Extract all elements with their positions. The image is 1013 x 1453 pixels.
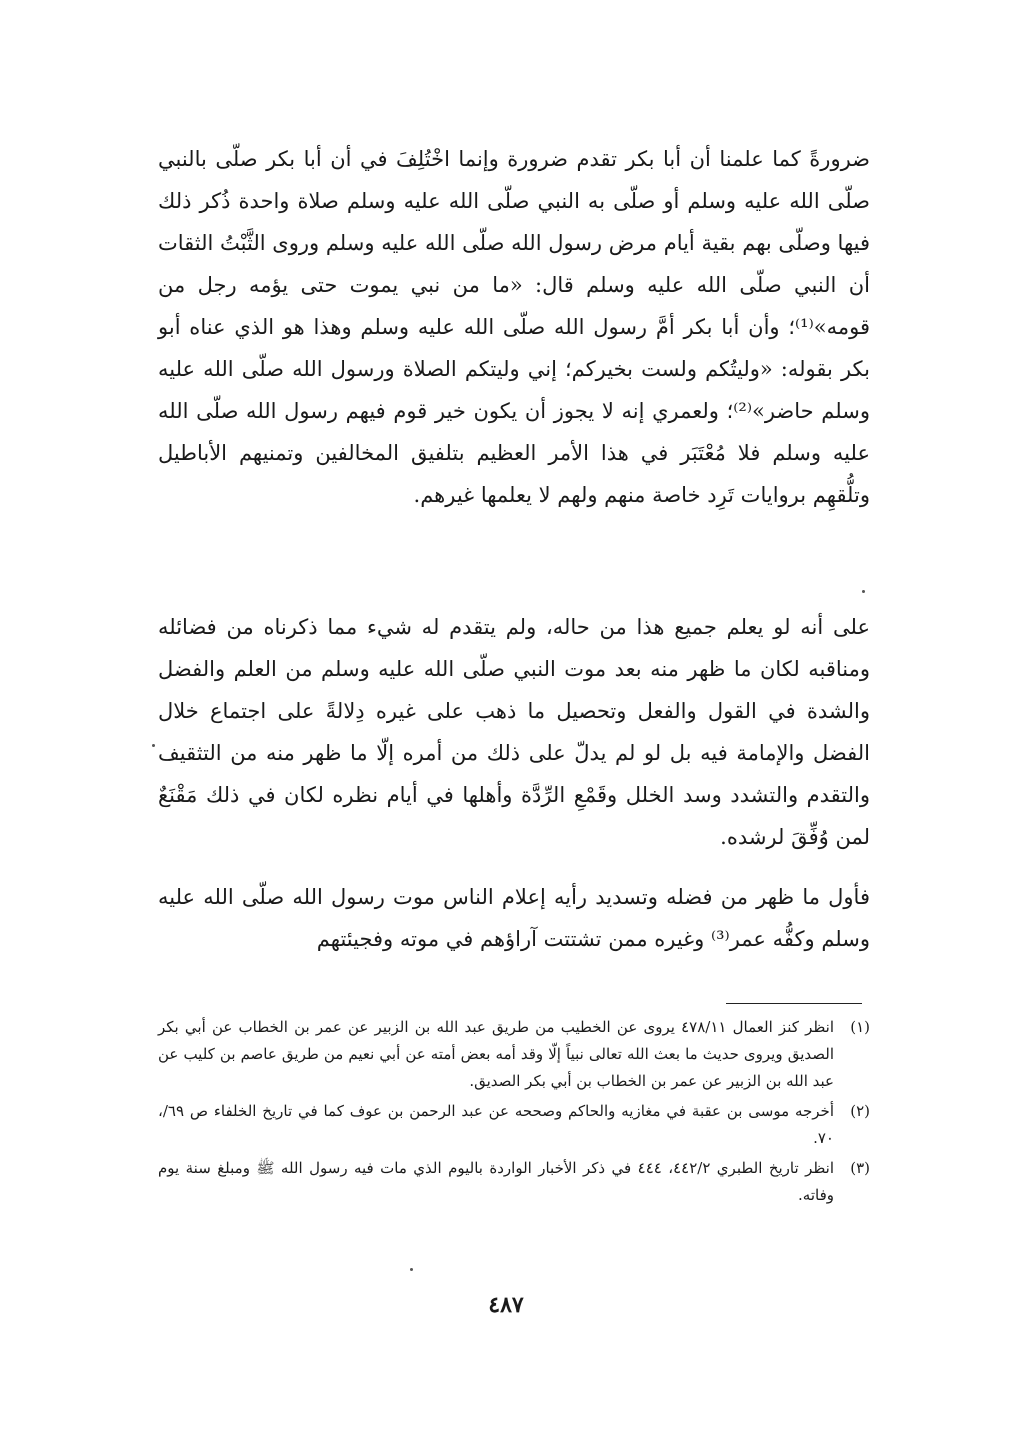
footnote-text: أخرجه موسى بن عقبة في مغازيه والحاكم وصححه عن عبد الرحمن بن عوف كما في تاريخ الخلفاء ص ٦٩/، ٧٠. [158,1102,834,1147]
body-paragraph-1 [158,138,870,516]
footnote-separator [726,1003,862,1004]
paragraph-text: فأول ما ظهر من فضله وتسديد رأيه إعلام الناس موت رسول الله صلّى الله عليه وسلم وكفُّه عمر⁽³⁾ وغيره ممن تشتتت آراؤهم في موته وفجيئتهم [158,885,870,951]
paragraph-text: على أنه لو يعلم جميع هذا من حاله، ولم يتقدم له شيء مما ذكرناه من فضائله ومناقبه لكان ما ظهر منه بعد موت النبي صلّى الله عليه وسلم من العلم والفضل والشدة في القول والفعل وتحصيل ما ذهب على غيره دِلالةً على اجتماع خلال الفضل والإمامة فيه بل لو لم يدلّ على ذلك من أمره إلّا ما ظهر منه من التثقيف والتقدم والتشدد وسد الخلل وقَمْعِ الرِّدَّة وأهلها في أيام نظره لكان في ذلك مَقْنَعٌ لمن وُفِّقَ لرشده. [158,615,870,849]
body-paragraph-2 [158,606,870,858]
footnote-text: انظر كنز العمال ٤٧٨/١١ يروى عن الخطيب من طريق عبد الله بن الزبير عن عمر بن الخطاب عن أبي بكر الصديق ويروى حديث ما بعث الله تعالى نبياً إلّا وقد أمه بعض أمته عن أبي نعيم من طريق عاصم بن كليب عن عبد الله بن الزبير عن عمر بن الخطاب بن أبي بكر الصديق. [158,1018,834,1090]
scan-speck [152,744,155,747]
footnote-number: (٢) [850,1102,870,1120]
footnote-2 [158,1098,870,1152]
body-paragraph-3 [158,876,870,960]
scan-speck [862,590,865,593]
scan-speck [410,1268,413,1271]
paragraph-text: ضرورةً كما علمنا أن أبا بكر تقدم ضرورة وإنما اخْتُلِفَ في أن أبا بكر صلّى بالنبي صلّى الله عليه وسلم أو صلّى به النبي صلّى الله عليه وسلم صلاة واحدة ذُكر ذلك فيها وصلّى بهم بقية أيام مرض رسول الله صلّى الله عليه وسلم وروى الثَّبْتُ الثقات أن النبي صلّى الله عليه وسلم قال: «ما من نبي يموت حتى يؤمه رجل من قومه»⁽¹⁾؛ وأن أبا بكر أمَّ رسول الله صلّى الله عليه وسلم وهذا هو الذي عناه أبو بكر بقوله: «وليتُكم ولست بخيركم؛ إني وليتكم الصلاة ورسول الله صلّى الله عليه وسلم حاضر»⁽²⁾؛ ولعمري إنه لا يجوز أن يكون خير قوم فيهم رسول الله صلّى الله عليه وسلم فلا مُعْتَبَر في هذا الأمر العظيم بتلفيق المخالفين وتمنيهم الأباطيل وتلُّقهِم بروايات تَرِد خاصة منهم ولهم لا يعلمها غيرهم. [158,147,870,507]
footnote-number: (١) [850,1018,870,1036]
footnote-number: (٣) [850,1159,870,1177]
page-number: ٤٨٧ [488,1292,524,1318]
footnote-3 [158,1155,870,1209]
footnote-1 [158,1014,870,1095]
footnotes [158,1014,870,1212]
footnote-text: انظر تاريخ الطبري ٤٤٢/٢، ٤٤٤ في ذكر الأخبار الواردة باليوم الذي مات فيه رسول الله ﷺ ومبلغ سنة يوم وفاته. [158,1159,835,1204]
